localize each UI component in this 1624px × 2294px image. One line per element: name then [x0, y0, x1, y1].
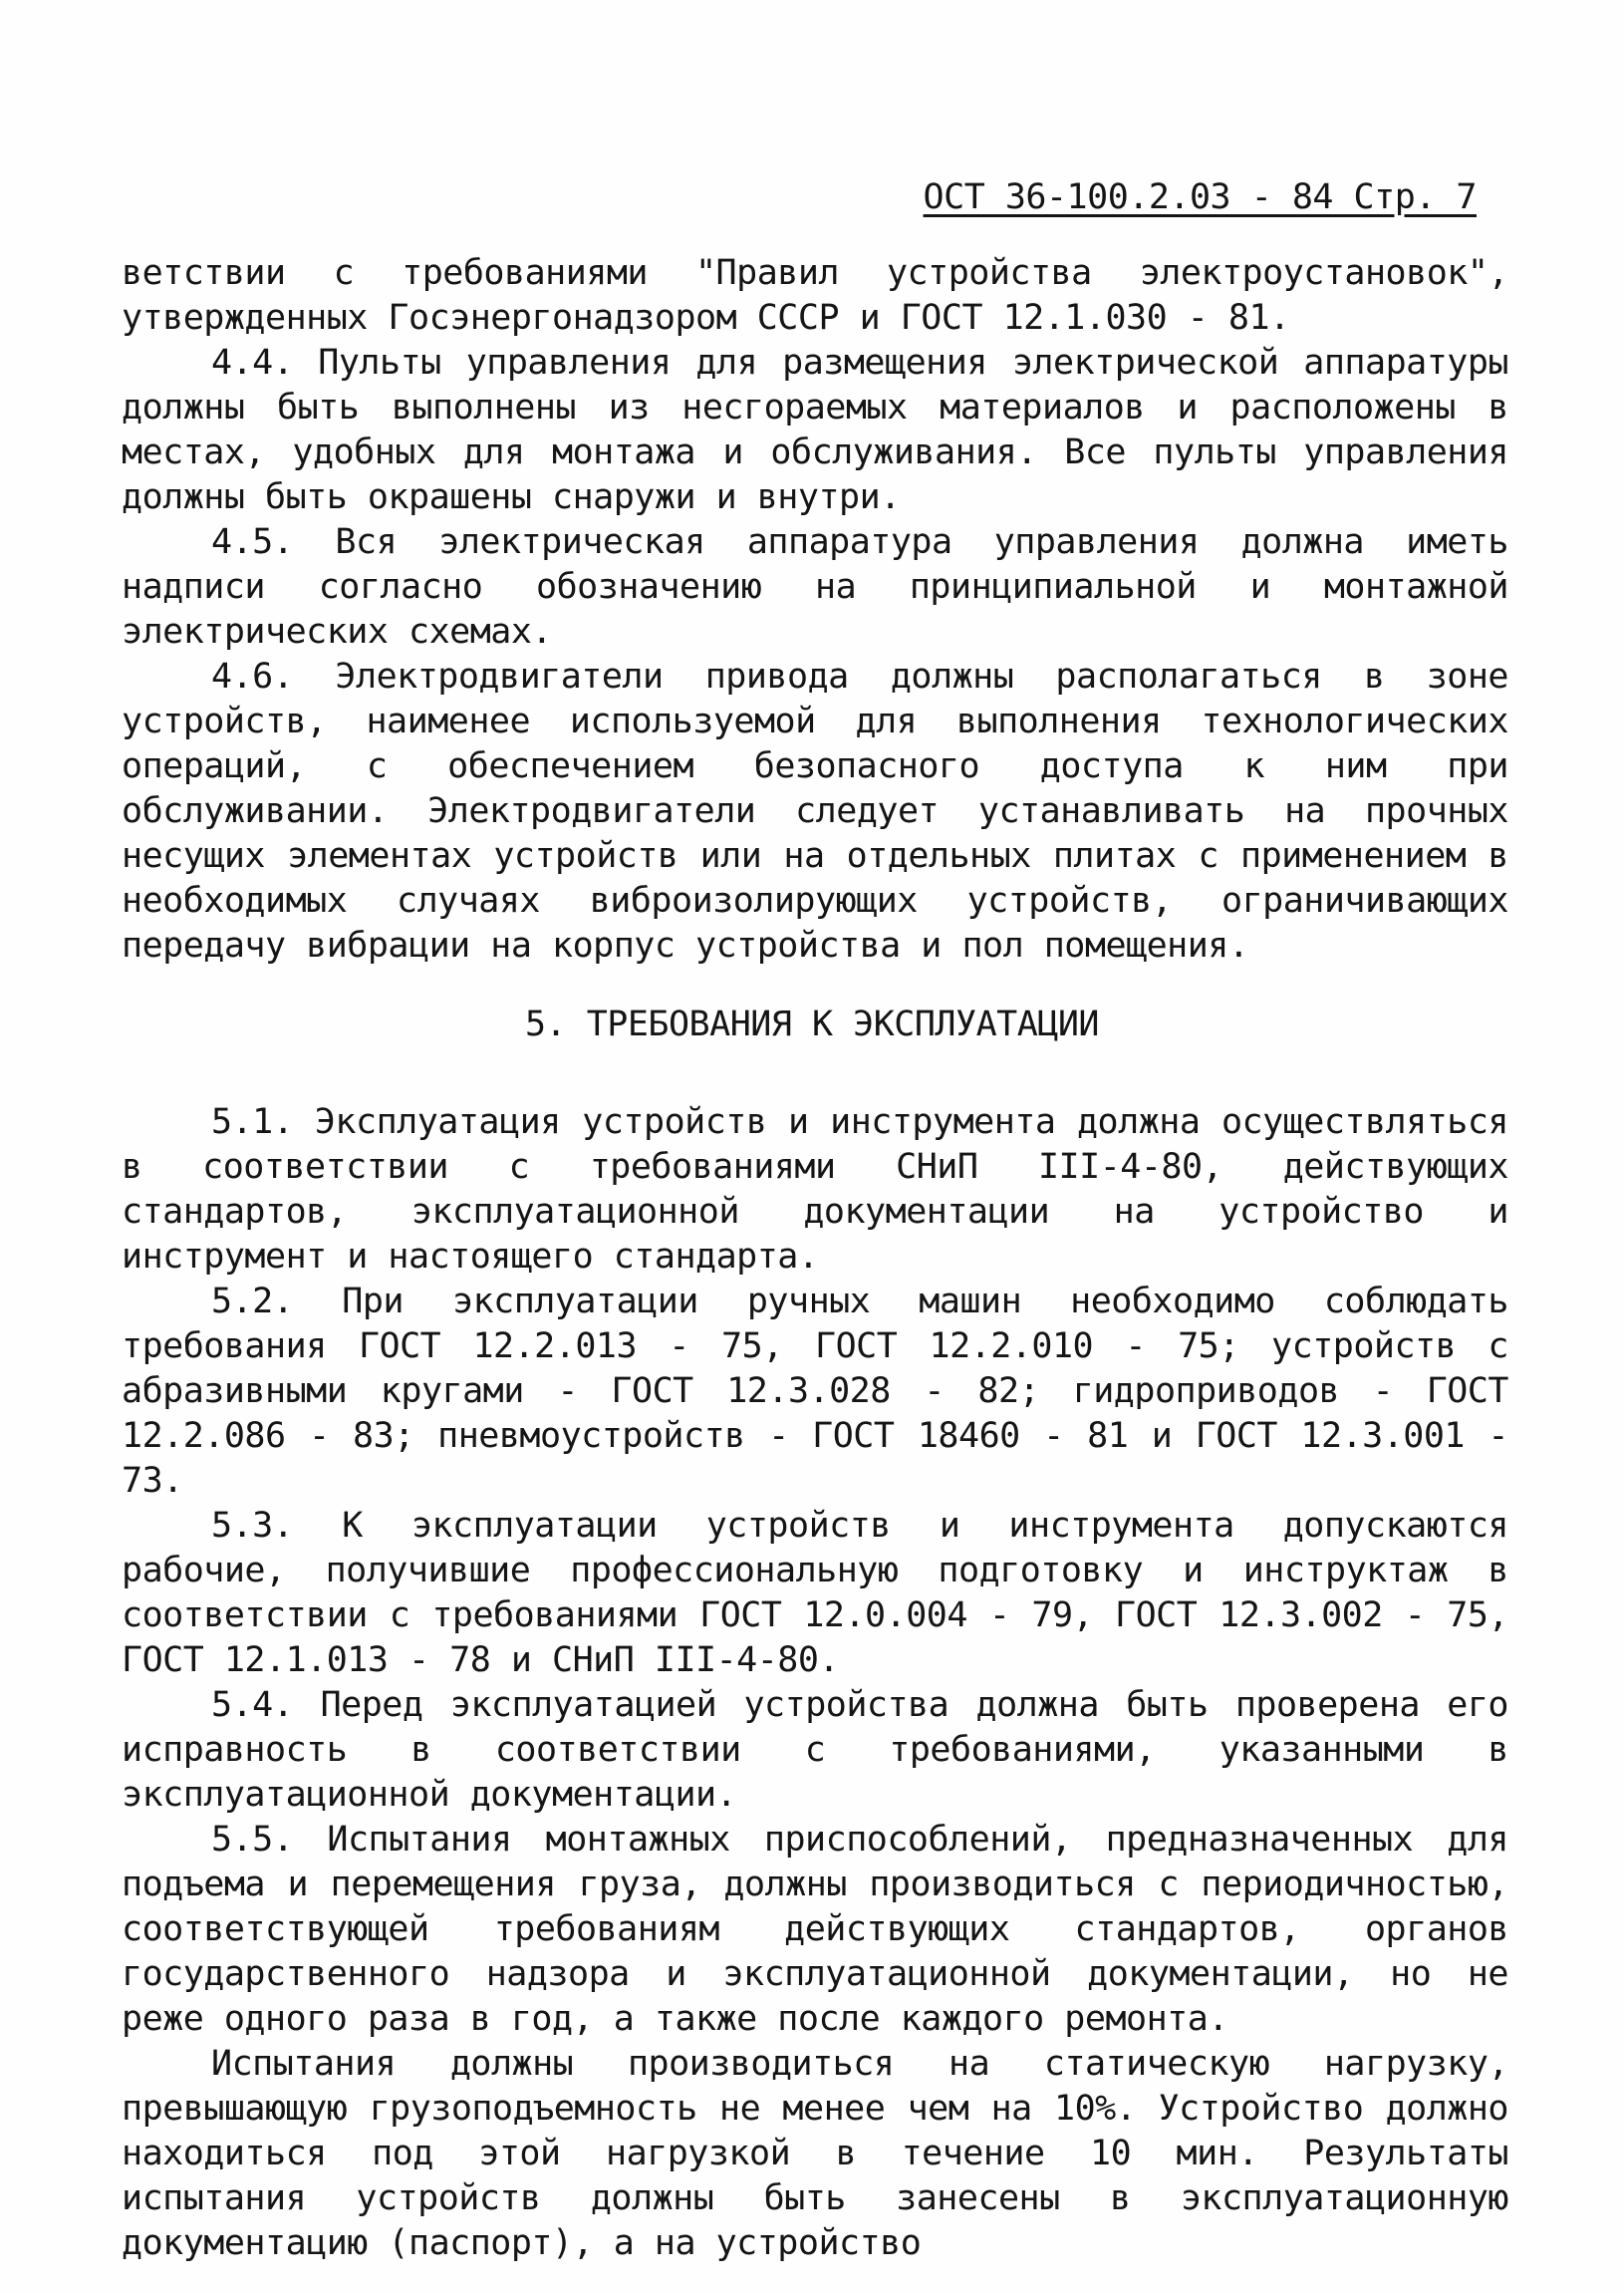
- paragraph-5-2: 5.2. При эксплуатации ручных машин необходимо соблюдать требования ГОСТ 12.2.013 - 75, ГОСТ 12.2.010 - 75; устройств с абразивными кругами - ГОСТ 12.3.028 - 82; гидроприводов - ГОСТ 12.2.086 - 83; пневмоустройств - ГОСТ 18460 - 81 и ГОСТ 12.3.001 - 73.: [122, 1282, 1508, 1501]
- paragraph-4-3-continuation: ветствии с требованиями "Правил устройства электроустановок", утвержденных Госэнергонадзором СССР и ГОСТ 12.1.030 - 81.: [122, 253, 1508, 338]
- paragraph-5-5-testing: Испытания должны производиться на статическую нагрузку, превышающую грузоподъемность не менее чем на 10%. Устройство должно находиться под этой нагрузкой в течение 10 мин. Результаты испытания устройств должны быть занесены в эксплуатационную документацию (паспорт), а на устройство: [122, 2044, 1508, 2263]
- section-4-body: [122, 251, 1508, 969]
- page-header-standard-code: ОСТ 36-100.2.03 - 84 Стр. 7: [923, 177, 1477, 217]
- paragraph-5-5: 5.5. Испытания монтажных приспособлений, предназначенных для подъема и перемещения груза, должны производиться с периодичностью, соответствующей требованиям действующих стандартов, органов государственного надзора и эксплуатационной документации, но не реже одного раза в год, а также после каждого ремонта.: [122, 1820, 1508, 2039]
- paragraph-5-4: 5.4. Перед эксплуатацией устройства должна быть проверена его исправность в соответствии с требованиями, указанными в эксплуатационной документации.: [122, 1685, 1508, 1815]
- section-5-body: [122, 1100, 1508, 2266]
- paragraph-4-5: 4.5. Вся электрическая аппаратура управления должна иметь надписи согласно обозначению на принципиальной и монтажной электрических схемах.: [122, 522, 1508, 652]
- paragraph-4-6: 4.6. Электродвигатели привода должны располагаться в зоне устройств, наименее используемой для выполнения технологических операций, с обеспечением безопасного доступа к ним при обслуживании. Электродвигатели следует устанавливать на прочных несущих элементах устройств или на отдельных плитах с применением в необходимых случаях виброизолирующих устройств, ограничивающих передачу вибрации на корпус устройства и пол помещения.: [122, 657, 1508, 966]
- paragraph-5-3: 5.3. К эксплуатации устройств и инструмента допускаются рабочие, получившие профессиональную подготовку и инструктаж в соответствии с требованиями ГОСТ 12.0.004 - 79, ГОСТ 12.3.002 - 75, ГОСТ 12.1.013 - 78 и СНиП III-4-80.: [122, 1506, 1508, 1680]
- paragraph-5-1: 5.1. Эксплуатация устройств и инструмента должна осуществляться в соответствии с требованиями СНиП III-4-80, действующих стандартов, эксплуатационной документации на устройство и инструмент и настоящего стандарта.: [122, 1102, 1508, 1277]
- paragraph-4-4: 4.4. Пульты управления для размещения электрической аппаратуры должны быть выполнены из несгораемых материалов и расположены в местах, удобных для монтажа и обслуживания. Все пульты управления должны быть окрашены снаружи и внутри.: [122, 343, 1508, 517]
- section-5-heading: 5. ТРЕБОВАНИЯ К ЭКСПЛУАТАЦИИ: [524, 1004, 1099, 1044]
